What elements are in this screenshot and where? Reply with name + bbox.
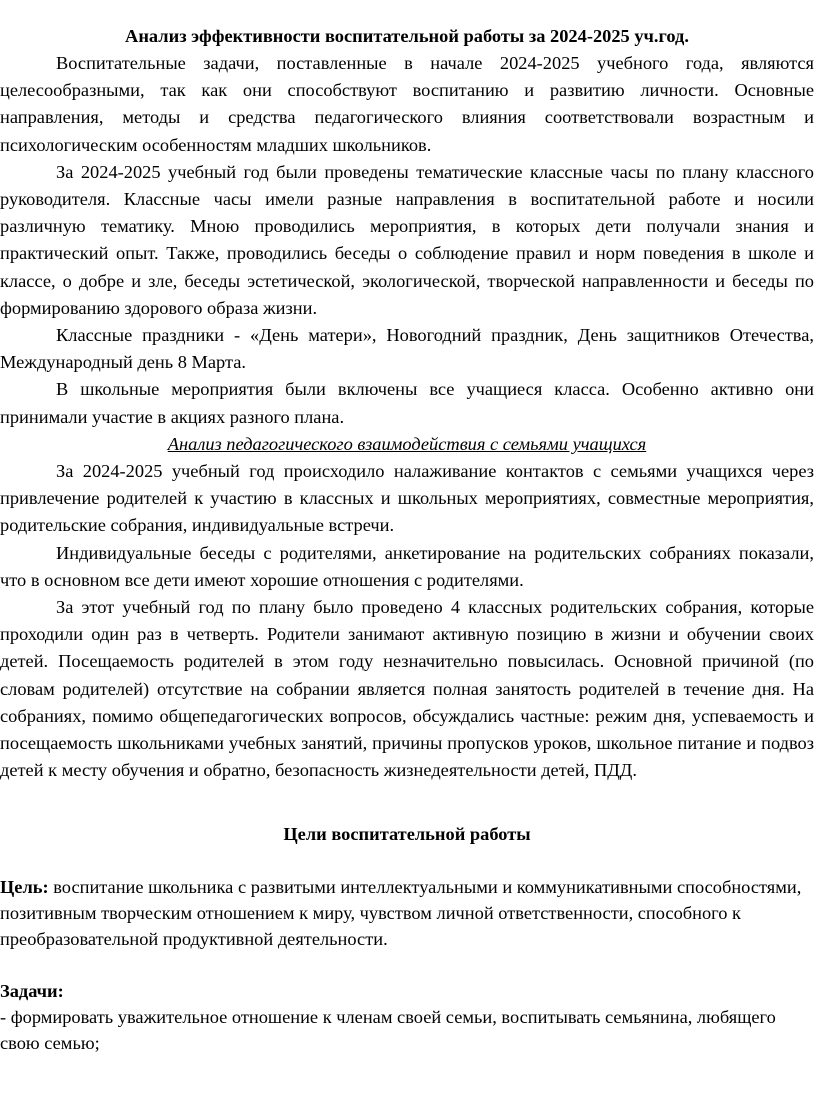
goal-label: Цель:: [0, 877, 49, 898]
subheading-family-analysis: Анализ педагогического взаимодействия с семьями учащихся: [167, 433, 647, 454]
paragraph-5: За 2024-2025 учебный год происходило налаживание контактов с семьями учащихся через привлечение родителей к участию в классных и школьных мероприятиях, совместные мероприятия, родительские собрания, индивидуальные встречи.: [0, 461, 814, 536]
paragraph-7: За этот учебный год по плану было проведено 4 классных родительских собрания, которые проходили один раз в четверть. Родители занимают активную позицию в жизни и обучении своих детей. Посещаемость родителей в этом году незначительно повысилась. Основной причиной (по словам родителей) отсутствие на собрании является полная занятость родителей в течение дня. На собраниях, помимо общепедагогических вопросов, обсуждались частные: режим дня, успеваемость и посещаемость школьниками учебных занятий, причины пропусков уроков, школьное питание и подвоз детей к месту обучения и обратно, безопасность жизнедеятельности детей, ПДД.: [0, 597, 814, 781]
paragraph-2: За 2024-2025 учебный год были проведены тематические классные часы по плану классного руководителя. Классные часы имели разные направления в воспитательной работе и носили различную тематику. Мною проводились мероприятия, в которых дети получали знания и практический опыт. Также, проводились беседы о соблюдение правил и норм поведения в школе и классе, о добре и зле, беседы эстетической, экологической, творческой направленности и беседы по формированию здорового образа жизни.: [0, 161, 814, 318]
goal-text: воспитание школьника с развитыми интеллектуальными и коммуникативными способностями, позитивным творческим отношением к миру, чувством личной ответственности, способного к преобразовательной продуктивной деятельности.: [0, 877, 802, 950]
paragraph-4: В школьные мероприятия были включены все учащиеся класса. Особенно активно они принимали участие в акциях разного плана.: [0, 379, 814, 427]
paragraph-6: Индивидуальные беседы с родителями, анкетирование на родительских собраниях показали, что в основном все дети имеют хорошие отношения с родителями.: [0, 542, 814, 590]
task-item: - формировать уважительное отношение к членам своей семьи, воспитывать семьянина, любящего свою семью;: [0, 1007, 776, 1054]
document-title: Анализ эффективности воспитательной работы за 2024-2025 уч.год.: [125, 26, 689, 46]
goal-paragraph: [0, 874, 814, 952]
tasks-label: Задачи:: [0, 981, 64, 1002]
paragraph-1: Воспитательные задачи, поставленные в начале 2024-2025 учебного года, являются целесообразными, так как они способствуют воспитанию и развитию личности. Основные направления, методы и средства педагогического влияния соответствовали возрастным и психологическим особенностям младших школьников.: [0, 53, 814, 155]
paragraph-3: Классные праздники - «День матери», Новогодний праздник, День защитников Отечества, Международный день 8 Марта.: [0, 325, 814, 373]
goals-title: Цели воспитательной работы: [283, 824, 531, 845]
